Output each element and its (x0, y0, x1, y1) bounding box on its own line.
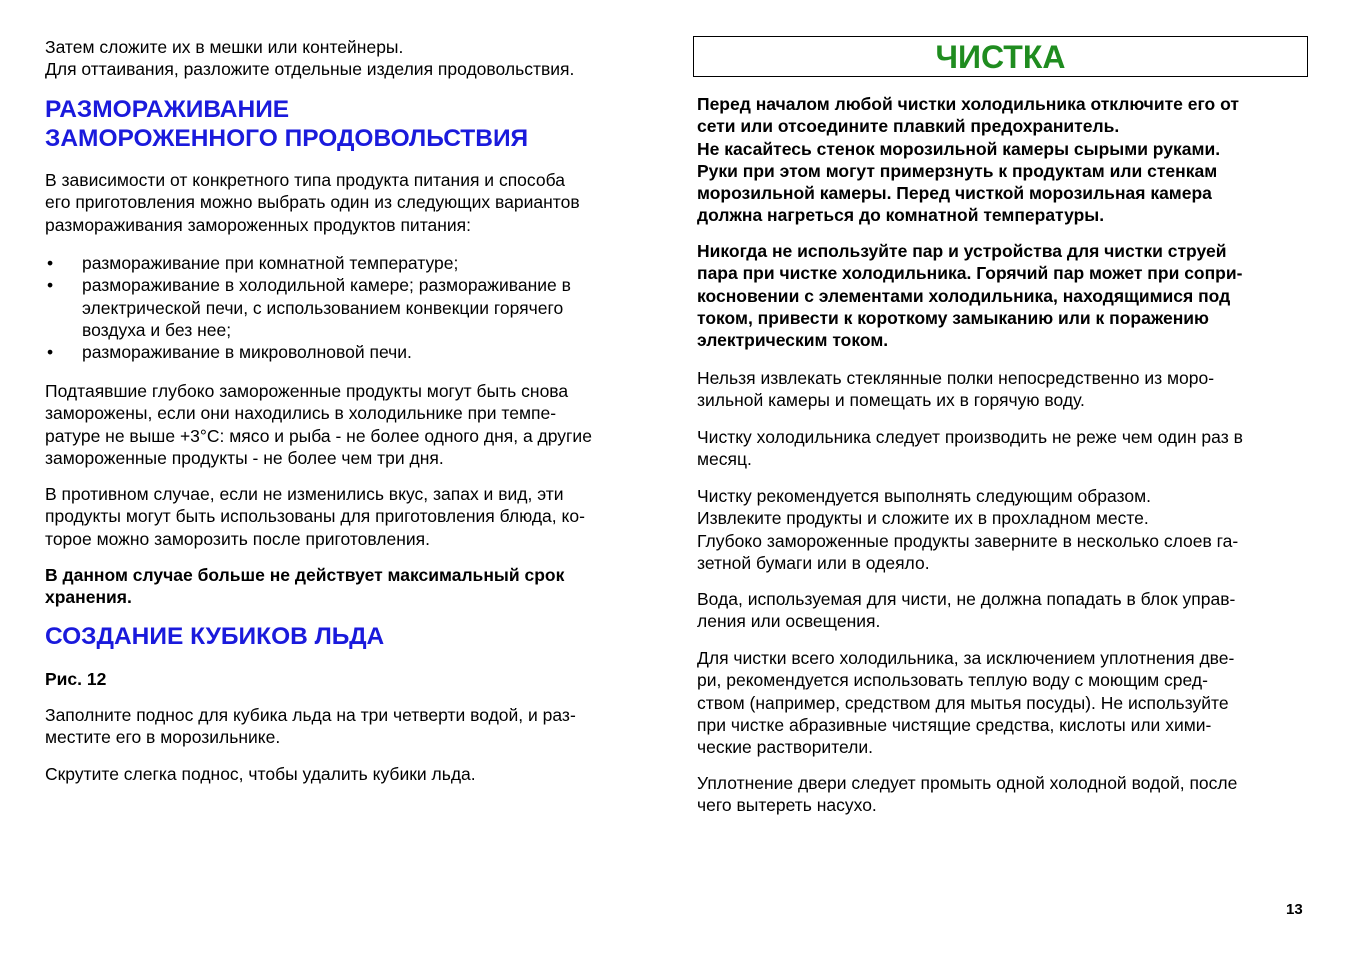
refreezing-paragraph: Подтаявшие глубоко замороженные продукты могут быть снова заморожены, если они находились в холодильнике при темпе- ратуре не выше +3°С: мясо и рыба - не более одного дня, а другие замороженные продукты - не более чем три дня. (45, 381, 592, 468)
ice-tray-twist-paragraph: Скрутите слегка поднос, чтобы удалить кубики льда. (45, 764, 476, 784)
warning-steam: Никогда не используйте пар и устройства для чистки струей пара при чистке холодильника. Горячий пар может при сопри- косновении с элементами холодильника, находящимися под током, привести к короткому замыканию или к поражению электрическим током. (697, 241, 1243, 351)
storage-note: В данном случае больше не действует максимальный срок хранения. (45, 565, 565, 608)
intro-paragraph: Затем сложите их в мешки или контейнеры. Для оттаивания, разложите отдельные изделия продовольствия. (45, 37, 575, 80)
bullet-icon: • (47, 275, 54, 296)
figure-label: Рис. 12 (45, 669, 107, 689)
page-number: 13 (1286, 901, 1303, 918)
list-item: • размораживание в микроволновой печи. (47, 342, 412, 363)
list-item: • размораживание при комнатной температуре; (47, 253, 459, 273)
cleaning-title-box (693, 36, 1308, 77)
list-item: • размораживание в холодильной камере; размораживание в электрической печи, с использованием конвекции горячего воздуха и без нее; (47, 275, 571, 340)
warning-unplug: Перед началом любой чистки холодильника отключите его от сети или отсоедините плавкий предохранитель. Не касайтесь стенок морозильной камеры сырыми руками. Руки при этом могут примерзнуть к продуктам или стенкам морозильной камеры. Перед чисткой морозильная камера должна нагреться до комнатной температуры. (697, 94, 1239, 226)
otherwise-paragraph: В противном случае, если не изменились вкус, запах и вид, эти продукты могут быть использованы для приготовления блюда, ко- торое можно заморозить после приготовления. (45, 484, 585, 549)
bullet-icon: • (47, 253, 54, 273)
detergent-paragraph: Для чистки всего холодильника, за исключением уплотнения две- ри, рекомендуется использовать теплую воду с моющим сред- ством (например, средством для мытья посуды). Не используйте при чистке абразивные чистящие средства, кислоты или хими- ческие растворители. (697, 648, 1235, 758)
glass-shelves-paragraph: Нельзя извлекать стеклянные полки непосредственно из моро- зильной камеры и помещать их в горячую воду. (697, 368, 1215, 411)
page-title: ЧИСТКА (935, 39, 1066, 75)
ice-tray-fill-paragraph: Заполните поднос для кубика льда на три четверти водой, и раз- местите его в морозильнике. (45, 705, 576, 748)
door-seal-paragraph: Уплотнение двери следует промыть одной холодной водой, после чего вытереть насухо. (697, 773, 1238, 816)
water-warning-paragraph: Вода, используемая для чисти, не должна попадать в блок управ- ления или освещения. (697, 589, 1236, 632)
heading-defrosting: РАЗМОРАЖИВАНИЕ ЗАМОРОЖЕННОГО ПРОДОВОЛЬСТВИЯ (45, 96, 529, 152)
bullet-icon: • (47, 342, 54, 363)
cleaning-steps-paragraph: Чистку рекомендуется выполнять следующим образом. Извлеките продукты и сложите их в прохладном месте. Глубоко замороженные продукты заверните в несколько слоев га- зетной бумаги или в одеяло. (697, 486, 1239, 573)
defrost-options-paragraph: В зависимости от конкретного типа продукта питания и способа его приготовления можно выбрать один из следующих вариантов размораживания замороженных продуктов питания: (45, 170, 580, 235)
heading-ice-cubes: СОЗДАНИЕ КУБИКОВ ЛЬДА (45, 623, 385, 650)
defrost-methods-list (45, 252, 660, 363)
cleaning-frequency-paragraph: Чистку холодильника следует производить не реже чем один раз в месяц. (697, 427, 1243, 470)
